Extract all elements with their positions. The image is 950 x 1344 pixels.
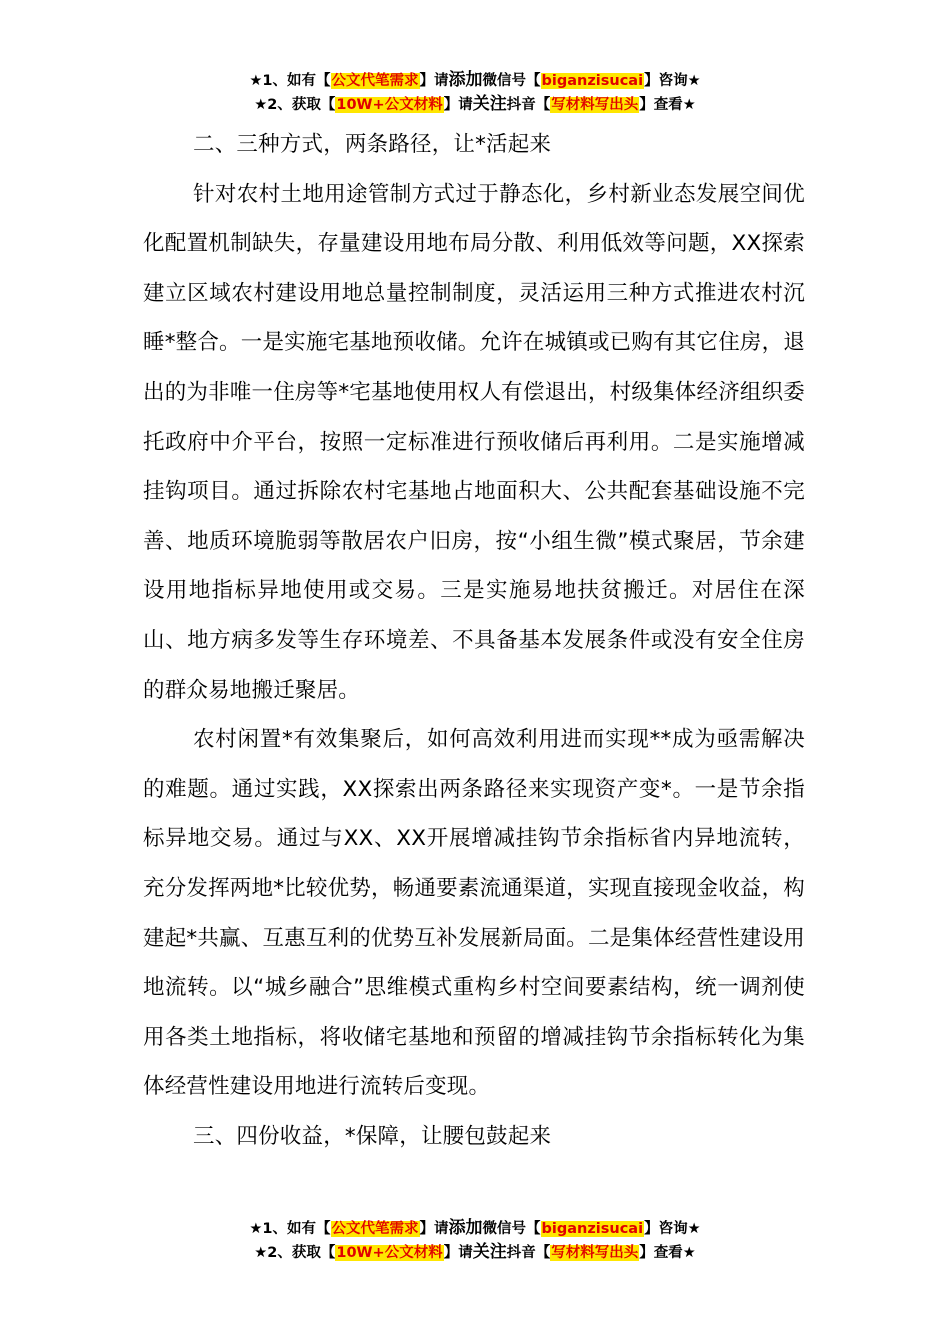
paragraph-2: 农村闲置*有效集聚后，如何高效利用进而实现**成为亟需解决的难题。通过实践，XX探索出两条路径来实现资产变*。一是节余指标异地交易。通过与XX、XX开展增减挂钩节余指标省内异地流转，充分发挥两地*比较优势，畅通要素流通渠道，实现直接现金收益，构建起*共赢、互惠互利的优势互补发展新局面。二是集体经营性建设用地流转。以“城乡融合”思维模式重构乡村空间要素结构，统一调剂使用各类土地指标，将收储宅基地和预留的增减挂钩节余指标转化为集体经营性建设用地进行流转后变现。 (143, 727, 805, 1100)
highlight-wechat-id: biganzisucai (541, 73, 644, 89)
banner-line-1: ★1、如有【公文代笔需求】请添加微信号【biganzisucai】咨询★ (249, 1218, 701, 1238)
banner-line-1: ★1、如有【公文代笔需求】请添加微信号【biganzisucai】咨询★ (249, 70, 701, 90)
highlight-douyin: 写材料写出头 (551, 97, 639, 113)
highlight-wechat-id: biganzisucai (541, 1221, 644, 1237)
highlight-service: 公文代笔需求 (331, 73, 419, 89)
banner-line-2: ★2、获取【10W+公文材料】请关注抖音【写材料写出头】查看★ (254, 1242, 696, 1262)
highlight-service: 公文代笔需求 (331, 1221, 419, 1237)
section-heading-2: 二、三种方式，两条路径，让*活起来 (193, 132, 552, 157)
paragraph-1: 针对农村土地用途管制方式过于静态化，乡村新业态发展空间优化配置机制缺失，存量建设用地布局分散、利用低效等问题，XX探索建立区域农村建设用地总量控制制度，灵活运用三种方式推进农村沉睡*整合。一是实施宅基地预收储。允许在城镇或已购有其它住房，退出的为非唯一住房等*宅基地使用权人有偿退出，村级集体经济组织委托政府中介平台，按照一定标准进行预收储后再利用。二是实施增减挂钩项目。通过拆除农村宅基地占地面积大、公共配套基础设施不完善、地质环境脆弱等散居农户旧房，按“小组生微”模式聚居，节余建设用地指标异地使用或交易。三是实施易地扶贫搬迁。对居住在深山、地方病多发等生存环境差、不具备基本发展条件或没有安全住房的群众易地搬迁聚居。 (143, 181, 805, 703)
footer-banner (0, 1216, 950, 1264)
highlight-materials: 10W+公文材料 (336, 1245, 443, 1261)
banner-line-2: ★2、获取【10W+公文材料】请关注抖音【写材料写出头】查看★ (254, 94, 696, 114)
section-heading-3: 三、四份收益，*保障，让腰包鼓起来 (193, 1123, 552, 1149)
highlight-douyin: 写材料写出头 (551, 1245, 639, 1261)
highlight-materials: 10W+公文材料 (336, 97, 443, 113)
document-body (143, 120, 805, 1161)
header-banner (0, 68, 950, 116)
